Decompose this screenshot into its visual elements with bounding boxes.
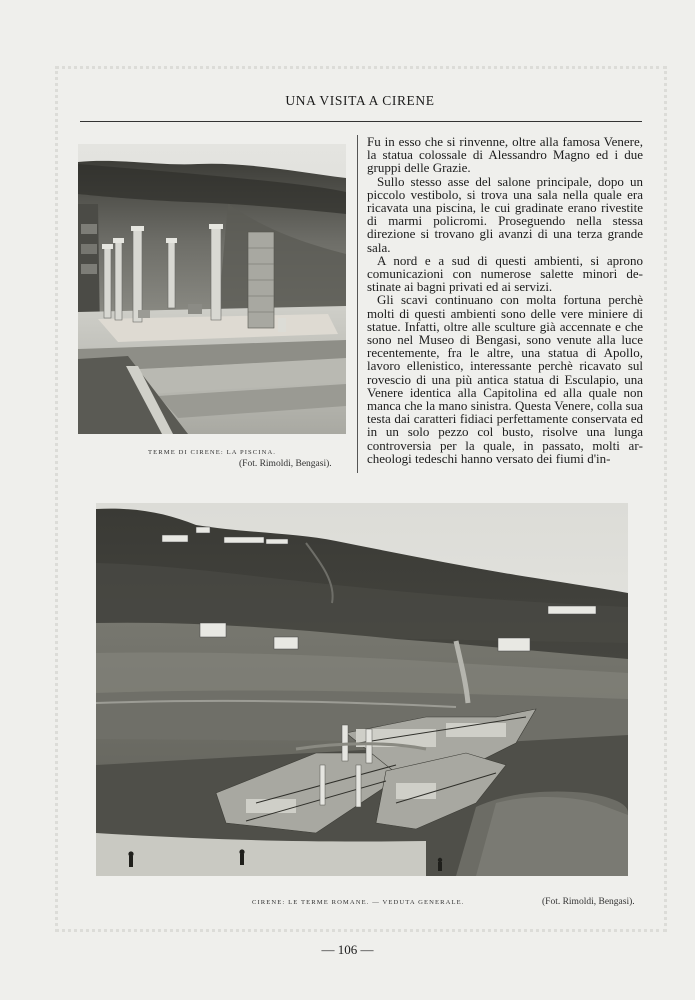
article-paragraph: Fu in esso che si rinvenne, oltre alla famosa Venere, la statua colossale di Alessandro Magno ed i due gruppi delle Grazie. xyxy=(367,134,643,176)
photo-terme-romane xyxy=(96,503,628,876)
article-text xyxy=(367,135,643,465)
header-rule xyxy=(80,121,642,122)
running-title: UNA VISITA A CIRENE xyxy=(285,93,435,108)
photo-piscina-caption: TERME DI CIRENE: LA PISCINA. xyxy=(148,449,277,456)
photo-terme-romane-credit: (Fot. Rimoldi, Bengasi). xyxy=(542,897,635,907)
photo-terme-romane-image xyxy=(96,503,628,876)
photo-terme-romane-caption: CIRENE: LE TERME ROMANE. — VEDUTA GENERALE. xyxy=(252,899,465,906)
photo-piscina-credit: (Fot. Rimoldi, Bengasi). xyxy=(239,459,332,469)
article-paragraph: A nord e a sud di questi ambienti, si aprono comunicazioni con numerose salette minori destinate ai bagni privati ed ai servizi. xyxy=(367,252,643,295)
article-paragraph: Gli scavi continuano con molta fortuna perchè molti di questi ambienti sono delle vere miniere di statue. Infatti, oltre alle sculture già accennate e che sono nel Museo di Bengasi, sono venute alla luce recentemente, fra le altre, una statua di Apollo, lavoro ellenistico, interessante perchè ricavato sul rovescio di una più antica statua di Esculapio, una Venere identica alla Capitolina ed alla quale non manca che la mano sinistra. Questa Venere, colla sua testa dai caratteri fidiaci perfettamente conservata ed in un solo pezzo col busto, risolve una lunga controversia per la quale, in passato, molti archeologi tedeschi hanno versato dei fiumi d'in- xyxy=(367,292,643,466)
photo-piscina-image xyxy=(78,144,346,434)
column-rule xyxy=(357,135,358,473)
photo-piscina xyxy=(78,144,346,434)
page-number: — 106 — xyxy=(321,942,374,957)
article-paragraph: Sullo stesso asse del salone principale, dopo un piccolo vestibolo, si trova una sala nella quale era ricavata una piscina, le cui gradinate erano rivestite di marmi policromi. Proseguendo nella stessa direzione si trovano gli avanzi di una terza grande sala. xyxy=(367,173,643,255)
